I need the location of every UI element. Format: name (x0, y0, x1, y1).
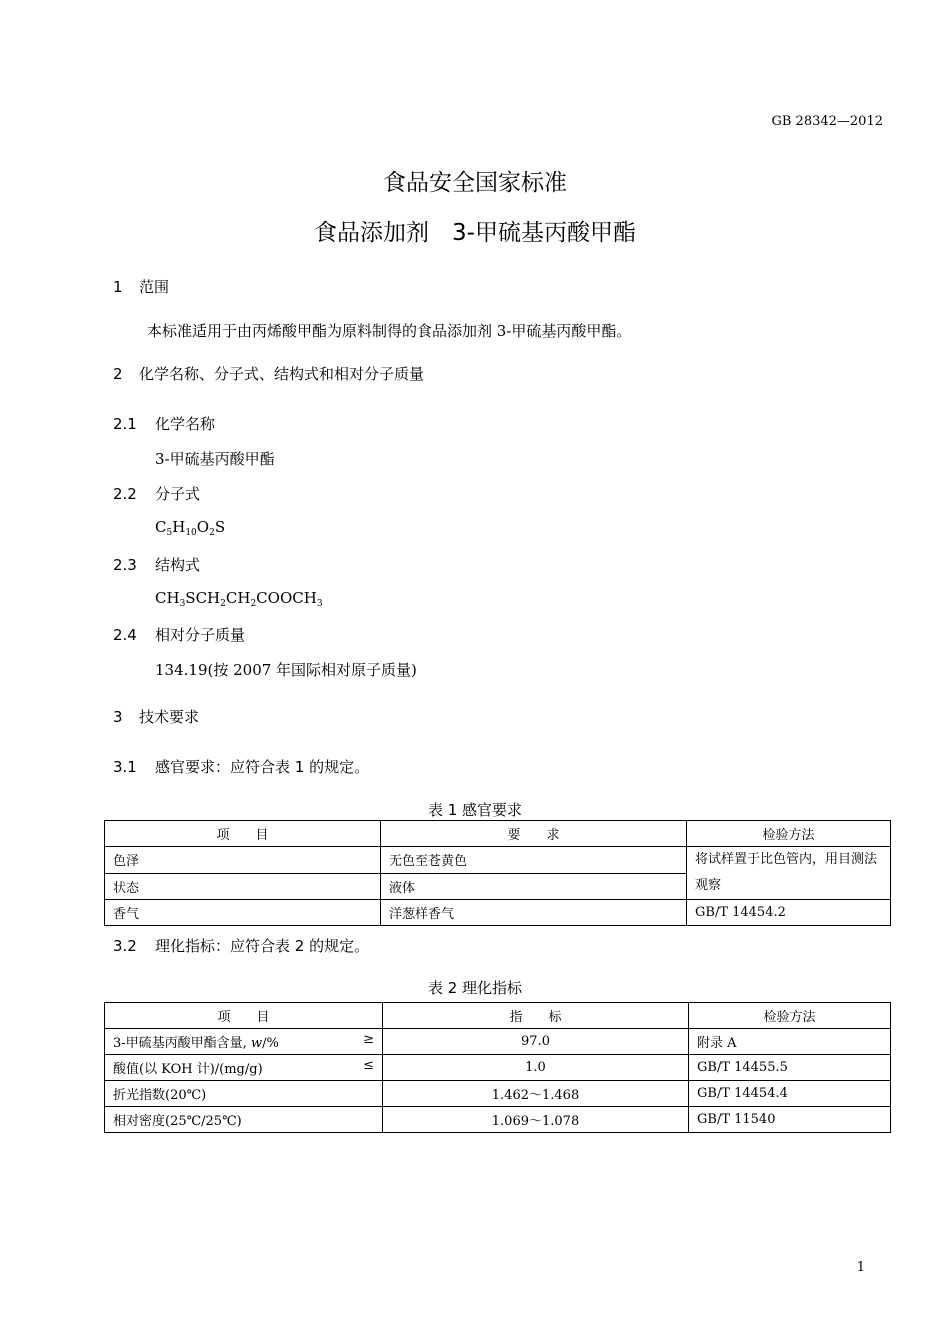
table-cell: 香气 (105, 900, 381, 926)
table-row (105, 1003, 891, 1029)
table-row (105, 1081, 891, 1107)
table-cell: 酸值(以 KOH 计)/(mg/g) ≤ (105, 1055, 383, 1081)
comparison-operator: ≥ (363, 1032, 374, 1047)
table-header: 项 目 (105, 821, 381, 847)
table-cell: 1.069～1.078 (383, 1107, 689, 1133)
table-cell: 1.462～1.468 (383, 1081, 689, 1107)
standard-subtitle: 食品添加剂 3-甲硫基丙酸甲酯 (314, 220, 636, 246)
table-cell: 折光指数(20℃) (105, 1081, 383, 1107)
table-header: 指 标 (383, 1003, 689, 1029)
table-cell: 附录 A (689, 1029, 891, 1055)
table-cell: 相对密度(25℃/25℃) (105, 1107, 383, 1133)
section-1-heading: 1 范围 (113, 278, 170, 296)
table-1-caption: 表 1 感官要求 (427, 801, 523, 819)
table-2-caption: 表 2 理化指标 (427, 979, 523, 997)
table-cell: 1.0 (383, 1055, 689, 1081)
table-row (105, 900, 891, 926)
structural-formula: $CH_3SCH_2CH_2COOCH_3$ (155, 589, 323, 609)
table-row (105, 847, 891, 874)
table-cell: GB/T 14455.5 (689, 1055, 891, 1081)
comparison-operator: ≤ (363, 1058, 374, 1073)
table-row (105, 821, 891, 847)
chemical-name: 3-甲硫基丙酸甲酯 (155, 450, 275, 468)
table-cell: 将试样置于比色管内，用目测法观察 (687, 847, 891, 900)
section-2-1-heading: 2.1 化学名称 (113, 415, 216, 433)
section-1-text: 本标准适用于由丙烯酸甲酯为原料制得的食品添加剂 3-甲硫基丙酸甲酯。 (147, 322, 632, 340)
table-row (105, 1055, 891, 1081)
molecular-formula: $C_5H_{10}O_2S$ (155, 518, 226, 538)
table-cell: GB/T 11540 (689, 1107, 891, 1133)
table-cell: 洋葱样香气 (381, 900, 687, 926)
table-cell: GB/T 14454.2 (687, 900, 891, 926)
table-1-sensory (104, 820, 891, 926)
table-row (105, 1107, 891, 1133)
section-2-4-heading: 2.4 相对分子质量 (113, 626, 246, 644)
section-2-heading: 2 化学名称、分子式、结构式和相对分子质量 (113, 365, 425, 383)
table-cell: 状态 (105, 873, 381, 900)
table-cell: 液体 (381, 873, 687, 900)
table-header: 项 目 (105, 1003, 383, 1029)
section-3-1-heading: 3.1 感官要求：应符合表 1 的规定。 (113, 758, 370, 776)
table-cell: 3-甲硫基丙酸甲酯含量, w/% ≥ (105, 1029, 383, 1055)
section-3-2-heading: 3.2 理化指标：应符合表 2 的规定。 (113, 937, 370, 955)
section-2-3-heading: 2.3 结构式 (113, 556, 201, 574)
table-cell: 无色至苍黄色 (381, 847, 687, 874)
standard-code: GB 28342—2012 (771, 114, 883, 129)
table-cell: 色泽 (105, 847, 381, 874)
standard-title: 食品安全国家标准 (383, 170, 567, 196)
table-2-physicochemical (104, 1002, 891, 1133)
table-cell: 97.0 (383, 1029, 689, 1055)
section-2-2-heading: 2.2 分子式 (113, 485, 201, 503)
table-cell: GB/T 14454.4 (689, 1081, 891, 1107)
molecular-mass: 134.19(按 2007 年国际相对原子质量) (155, 661, 417, 679)
page-number: 1 (856, 1260, 865, 1275)
table-header: 检验方法 (689, 1003, 891, 1029)
table-row (105, 1029, 891, 1055)
table-header: 检验方法 (687, 821, 891, 847)
section-3-heading: 3 技术要求 (113, 708, 200, 726)
table-header: 要 求 (381, 821, 687, 847)
